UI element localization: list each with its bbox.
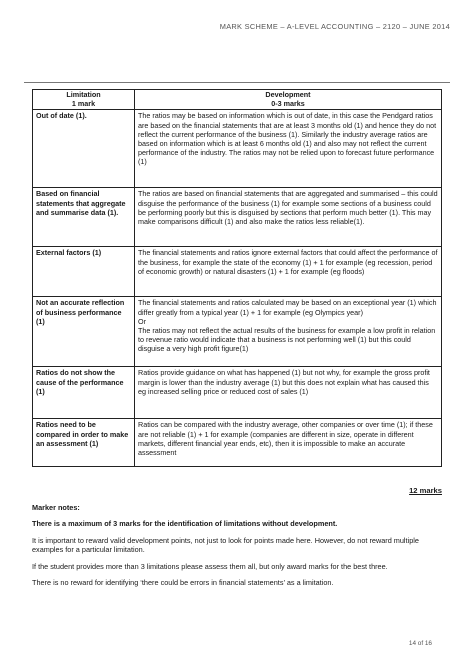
table-row [33, 188, 442, 247]
header-rule [24, 82, 450, 83]
table-row [33, 419, 442, 467]
development-cell: The ratios may be based on information which is out of date, in this case the Pendgard ratios are based on the financial statements that are at least 3 months old (1) and hence they do not reflect the current performance of the business (1). Similarly the industry average ratios are based on information which is at least 6 months old (1) and also may not reflect the current performance of the industry. The ratios may not be relied upon to forecast future performance (1) [135, 110, 442, 188]
notes-heading: Marker notes: [32, 503, 80, 512]
limitation-cell: Ratios do not show the cause of the performance (1) [33, 367, 135, 419]
limitation-cell: Based on financial statements that aggregate and summarise data (1). [33, 188, 135, 247]
development-cell: The ratios are based on financial statements that are aggregated and summarised – this could disguise the performance of the business (1) for example some sections of a business could be performing poorly but this is disguised by sections that perform much better (1). This may make comparisons difficult (1) and also make the ratios less reliable(1). [135, 188, 442, 247]
table-row [33, 247, 442, 297]
table-row [33, 297, 442, 367]
limitation-cell: Out of date (1). [33, 110, 135, 188]
notes-paragraph: There is no reward for identifying ‘there could be errors in financial statements’ as a limitation. [32, 578, 334, 588]
limitation-cell: Ratios need to be compared in order to make an assessment (1) [33, 419, 135, 467]
notes-paragraph: If the student provides more than 3 limitations please assess them all, but only award marks for the best three. [32, 561, 388, 571]
notes-max-marks: There is a maximum of 3 marks for the identification of limitations without development. [32, 519, 338, 529]
mark-scheme-table [32, 89, 442, 467]
limitation-cell: External factors (1) [33, 247, 135, 297]
development-cell: Ratios provide guidance on what has happened (1) but not why, for example the gross profit margin is lower than the industry average (1) but this does not explain what has caused this eg increased selling price or reduced cost of sales (1) [135, 367, 442, 419]
limitation-header: Limitation 1 mark [33, 90, 135, 110]
limitation-cell: Not an accurate reflection of business performance (1) [33, 297, 135, 367]
notes-paragraph: It is important to reward valid development points, not just to look for points made here. However, do not reward multiple examples for a particular limitation. [32, 535, 419, 555]
development-header: Development 0-3 marks [135, 90, 442, 110]
table-row [33, 110, 442, 188]
page-number: 14 of 16 [408, 640, 432, 647]
table-header-row [33, 90, 442, 110]
table-row [33, 367, 442, 419]
marker-notes [32, 503, 444, 595]
page-header: MARK SCHEME – A-LEVEL ACCOUNTING – 2120 – JUNE 2014 [219, 22, 450, 31]
development-cell: Ratios can be compared with the industry average, other companies or over time (1); if these are not reliable (1) + 1 for example (companies are different in size, operate in different markets, different financial year ends, etc), then it is impossible to make an accurate assessment [135, 419, 442, 467]
development-cell: The financial statements and ratios calculated may be based on an exceptional year (1) which differ greatly from a typical year (1) + 1 for example (eg Olympics year) Or The ratios may not reflect the actual results of the business for example a low profit in relation to revenue ratio would indicate that a business is not performing well (1) but this could disguise a very high profit figure(1) [135, 297, 442, 367]
total-marks: 12 marks [409, 486, 442, 495]
development-cell: The financial statements and ratios ignore external factors that could affect the performance of the business, for example the state of the economy (1) + 1 for example (eg recession, period of economic growth) or natural disasters (1) + 1 for example (eg floods) [135, 247, 442, 297]
